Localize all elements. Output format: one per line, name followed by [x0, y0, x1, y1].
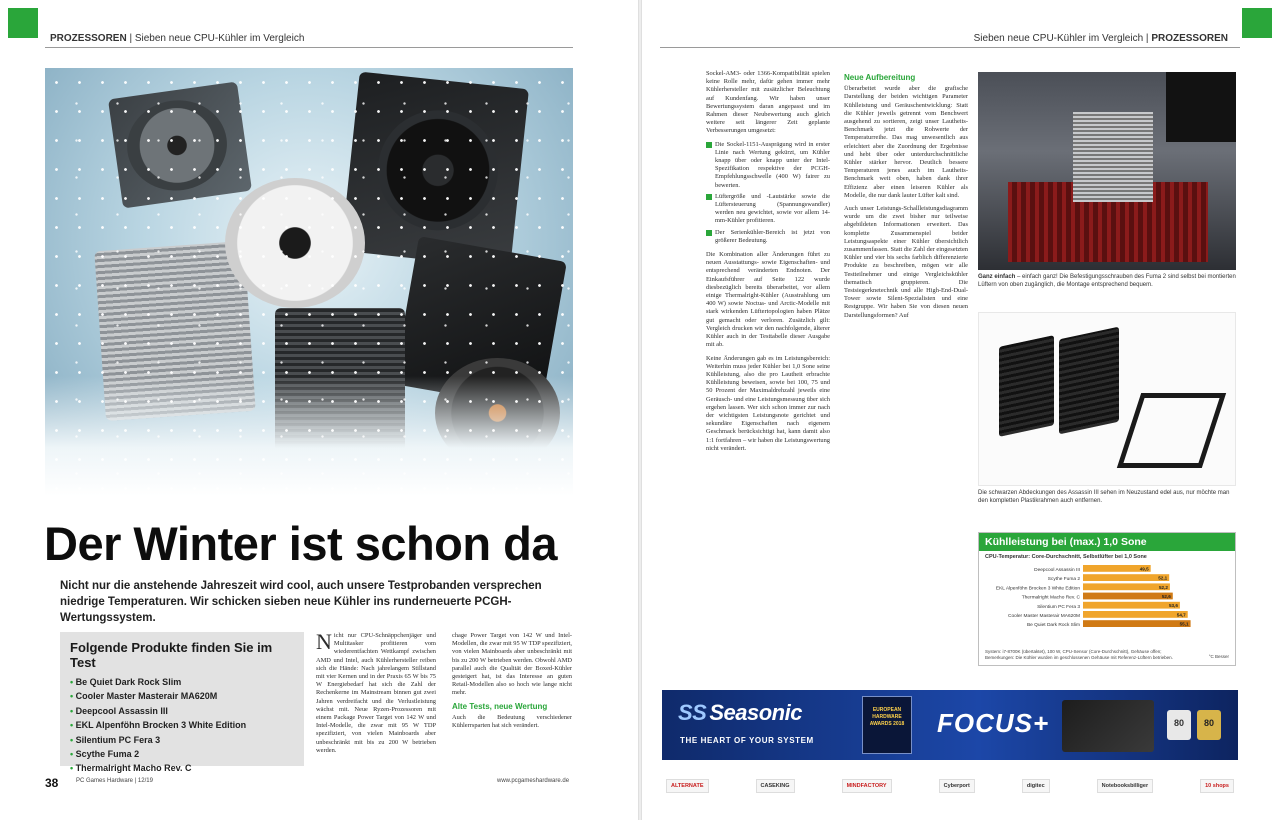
shop-logo[interactable]: ALTERNATE [666, 779, 709, 793]
caption-lead: Ganz einfach [978, 274, 1016, 280]
ad-award-badge: EUROPEAN HARDWARE AWARDS 2018 [862, 696, 912, 754]
chart-category-label: Cooler Master Masterair MA620M [1008, 614, 1080, 619]
chart-category-label: EKL Alpenföhn Brocken 3 White Edition [995, 586, 1080, 592]
shop-logo[interactable]: 10 shops [1200, 779, 1234, 793]
caption-text: – einfach ganz! Die Befestigungsschrauben des Fuma 2 sind selbst bei montierten Lüftern von oben zugänglich, die Montage entsprechend bequem. [978, 274, 1236, 288]
photo-cooler-assassin [978, 312, 1236, 486]
bullet-item: Die Sockel-1151-Ausprägung wird in erster Linie nach Wertung gekürzt, um Kühler knapp über oder knapp unter der Intel-Spezifikation respektive der PCGH-Empfehlungsschwelle (400 W) fairer zu bewerten. [706, 141, 830, 190]
footer-magazine: PC Games Hardware | 12/19 [76, 778, 153, 784]
article-headline: Der Winter ist schon da [44, 517, 558, 570]
shop-logo[interactable]: CASEKING [756, 779, 795, 793]
chart-value-label: 52,6 [1161, 594, 1171, 599]
running-head-section: PROZESSOREN [50, 33, 127, 44]
running-head-left: PROZESSOREN | Sieben neue CPU-Kühler im Vergleich [50, 33, 305, 44]
body-column-2 [452, 632, 572, 764]
bullet-item: Lüftergröße und -Lautstärke sowie die Lüftersteuerung (Spannungswandler) werden neu gewichtet, sowie vor allem 14-mm-Kühler profitieren. [706, 193, 830, 226]
chart-bar [1083, 602, 1180, 609]
product-list-item: • Deepcool Assassin III [70, 704, 294, 718]
body-text: Überarbeitet wurde aber die grafische Darstellung der beiden wichtigen Parameter Kühlleistung und Geräuschentwicklung: Statt die Kühler jeweils getrennt vom Benchwert ausgehend zu sortieren, zeigt unser Lautheits-Benchmark jetzt die Rohwerte der Temperaturreihe. Das mag unwesentlich aus erleichtert aber die Zuordnung der Ergebnisse und hebt über oder unterdurchschnittliche Kühler stärker hervor. Deutlich bessere Temperaturen jenes auch im Lautheits-Benchmark weit oben, haben dank ihrer Effizienz aber einen leiseren Kühler als Modelle, die nur dank lauter Lüfter kalt sind. [844, 85, 968, 199]
snowflakes-overlay [45, 68, 573, 496]
cooling-performance-chart [978, 532, 1236, 666]
seasonic-logo-icon: SS [678, 700, 707, 725]
running-head-topic: Sieben neue CPU-Kühler im Vergleich [973, 33, 1144, 44]
bullet-list [706, 141, 830, 245]
chart-bars-svg [979, 561, 1235, 641]
corner-tab-right [1242, 8, 1272, 38]
shop-logo[interactable]: digitec [1022, 779, 1050, 793]
body-text: Auch die Bedeutung verschiedener Kühlerrsparten hat sich verändert. [452, 713, 572, 730]
running-head-section: PROZESSOREN [1151, 33, 1228, 44]
chart-value-label: 55,1 [1179, 621, 1189, 627]
chart-bar [1083, 593, 1173, 600]
photo-caption-1 [978, 274, 1236, 289]
chart-category-label: Thermalright Macho Rev. C [1021, 595, 1080, 601]
corner-tab-left [8, 8, 38, 38]
body-column-1 [316, 632, 436, 764]
header-rule-left [45, 47, 573, 48]
header-rule-right [660, 47, 1240, 48]
body-text: Die Kombination aller Änderungen führt zu neuen Ausstattungs- sowie Eigenschaften- und entsprechend veränderten Endnoten. Der Einkaufsführer auf Seite 122 wurde diesbezüglich bereits überarbeitet, vor allem einige Thermalright-Kühler (Ausstrahlung um 400 W) sowie Noctua- und Arctic-Modelle mit stark wirkenden Lüftertopologien haben Plätze gut gemacht oder verloren. Zusätzlich gilt: Vergleich drucken wir den nachfolgende, älterer Kühler auch in der Testtabelle dieser Ausgabe mit ab. [706, 251, 830, 349]
chart-value-label: 52,1 [1158, 575, 1168, 581]
chart-value-label: 54,7 [1176, 612, 1186, 618]
chart-category-label: Be Quiet Dark Rock Slim [1026, 623, 1080, 629]
chart-legend: °C Besser [1208, 654, 1229, 659]
product-list-item: • EKL Alpenföhn Brocken 3 White Edition [70, 718, 294, 732]
product-list-item: • Scythe Fuma 2 [70, 747, 294, 761]
product-list-item: • Cooler Master Masterair MA620M [70, 689, 294, 703]
seasonic-advertisement[interactable] [662, 690, 1238, 760]
product-list-item: • Be Quiet Dark Rock Slim [70, 675, 294, 689]
heatsink-tower-shape [1059, 327, 1119, 435]
power-supply-image [1062, 700, 1154, 752]
plastic-frame-shape [1117, 393, 1226, 468]
heatsink-shape [1073, 112, 1153, 202]
chart-title: Kühlleistung bei (max.) 1,0 Sone [979, 533, 1235, 551]
chart-value-label: 49,5 [1139, 566, 1149, 572]
chart-value-label: 53,6 [1168, 603, 1178, 609]
monitor-shape [1166, 72, 1236, 142]
shop-logo[interactable]: Cyberport [939, 779, 975, 793]
shop-logo[interactable]: Notebooksbilliger [1097, 779, 1153, 793]
hero-image-coolers [45, 68, 573, 496]
chart-category-label: Deepcool Assassin III [1034, 568, 1080, 573]
efficiency-badge-gold: 80 [1197, 710, 1221, 740]
chart-value-label: 52,2 [1158, 584, 1168, 590]
photo-cooler-mounted [978, 72, 1236, 270]
ad-tagline: THE HEART OF YOUR SYSTEM [680, 736, 814, 745]
body-text: Auch unser Leistungs-Schallleistungsdiagramm wurde um die zwei bisher nur teilweise abgebildeten Informationen erweitert. Das komplette Zusammenspiel beider Leistungsaspekte einer Kühler übersichtlich zusammenfassen. Statt die Zahl der eingesetzten Kühler und vier bis sechs farblich differenzierte Produkte zu beschreiben, mögen wir alle Testteilnehmer und einige Vergleichskühler thematisch gruppieren. Die Testsiegerknetechnik und alle High-End-Dual-Tower sowie Silent-Spezialisten und eine Restgruppe. Wir haben Sie von diesen neuen Darstellungsformen? Auf [844, 205, 968, 319]
body-text: icht nur CPU-Schnäppchenjäger und Multitasker profitieren vom wiederentfachten Wettkampf zwischen AMD und Intel, auch Kühlerhersteller reiben sich die Hände: Nach jahrelangem Stillstand mit vier Kernen und in der Praxis 65 W bis 75 W Energiebedarf hat sich die Zahl der Rechenkerne im Mainstream binnen gut zwei Jahren verdreifacht und die Verlustleistung wächst mit. Neue Ryzen-Prozessoren mit einem Package Power Target von 142 W und Intel-Modelle, die zwar mit 95 W TDP spezifiziert, von vielen Mainboards aber unbeschränkt mit bis zu 200 W betrieben werden. [316, 632, 436, 754]
chart-subtitle: CPU-Temperatur: Core-Durchschnitt, Selbstlüfter bei 1,0 Sone [985, 554, 1147, 560]
dropcap: N [316, 632, 332, 654]
footer-url: www.pcgameshardware.de [497, 778, 570, 784]
ad-brand: Seasonic [709, 700, 802, 725]
ad-product-name: FOCUS+ [937, 708, 1050, 738]
shop-logo-strip [662, 772, 1238, 800]
bullet-item: Der Serienkühler-Bereich ist jetzt von größerer Bedeutung. [706, 229, 830, 245]
chart-category-label: Scythe Fuma 2 [1047, 577, 1080, 583]
body-column-3 [706, 70, 830, 676]
product-list-box [60, 632, 304, 774]
chart-note: System: i7-8700K (übertaktet), 100 W, CPU-Sensor (Core-Durchschnitt), Gehäuse offen; Bemerkungen: Die Kühler wurden im geschlossenen Gehäuse mit Referenz-Lüftern betrieben. [985, 649, 1173, 660]
page-number: 38 [45, 776, 59, 790]
article-standfirst: Nicht nur die anstehende Jahreszeit wird cool, auch unsere Testprobanden versprechen niedrige Temperaturen. Wir schicken sieben neue Kühler ins runderneuerte PCGH-Wertungssystem. [60, 580, 542, 624]
body-text: chage Power Target von 142 W und Intel-Modellen, die zwar mit 95 W TDP spezifiziert, von vielen Mainboards aber unbeschränkt mit bis zu 200 W betrieben werden. Obwohl AMD parallel auch die Qualität der Boxed-Kühler gesteigert hat, ist das Interesse an guten Retail-Modellen also so hoch wie lange nicht mehr. [452, 632, 572, 697]
heatsink-tower-shape [999, 335, 1054, 437]
body-column-4 [844, 70, 968, 676]
photo-caption-2: Die schwarzen Abdeckungen des Assassin III sehen im Neuzustand edel aus, nur möchte man den kompletten Plastikrahmen auch entfernen. [978, 490, 1230, 504]
body-text: Keine Änderungen gab es im Leistungsbereich: Weiterhin muss jeder Kühler bei 1,0 Sone seine Kühlleistung, also die pro Lautheit erbrachte Kühlleistung beweisen, sowie bei 100, 75 und 50 Prozent der Maximaldrehzahl jeweils eine Geräusch- und eine Leistungsmessung über sich ergehen lassen. Wer sich schon immer zur nach der wichtigsten Leistungsnote gerichtet und sekundäre Eigenschaften nach eigenem Geschmack berücksichtigt hat, kann damit also 1:1 fortfahren – wir haben die Leistungswertung nicht verändert. [706, 354, 830, 452]
chart-bar [1083, 620, 1191, 627]
product-list [70, 675, 294, 776]
chart-bar [1083, 583, 1170, 590]
product-list-item: • Thermalright Macho Rev. C [70, 761, 294, 775]
shop-logo[interactable]: MINDFACTORY [842, 779, 892, 793]
chart-bar [1083, 574, 1169, 581]
efficiency-badge-platinum: 80 [1167, 710, 1191, 740]
body-text: Sockel-AM3- oder 1366-Kompatibilität spielen keine Rolle mehr, dafür gehen immer mehr Kühlerhersteller mit zusätzlicher Beleuchtung auf Kundenfang. Wir haben unser Bewertungssystem daran angepasst und im Rahmen dieser Neubewertung auch gleich weitere seit längerer Zeit geplante Verbesserungen umgesetzt: [706, 70, 830, 135]
chart-category-label: Silentium PC Fera 3 [1037, 604, 1080, 610]
running-head-right: Sieben neue CPU-Kühler im Vergleich | PROZESSOREN [973, 33, 1228, 44]
product-list-title: Folgende Produkte finden Sie im Test [70, 640, 273, 670]
page-gutter [638, 0, 642, 820]
ad-brand-logo [678, 700, 802, 726]
running-head-topic: Sieben neue CPU-Kühler im Vergleich [134, 33, 305, 44]
subheading: Alte Tests, neue Wertung [452, 701, 548, 711]
chart-bar [1083, 611, 1188, 618]
product-list-item: • Silentium PC Fera 3 [70, 733, 294, 747]
subheading: Neue Aufbereitung [844, 73, 916, 82]
